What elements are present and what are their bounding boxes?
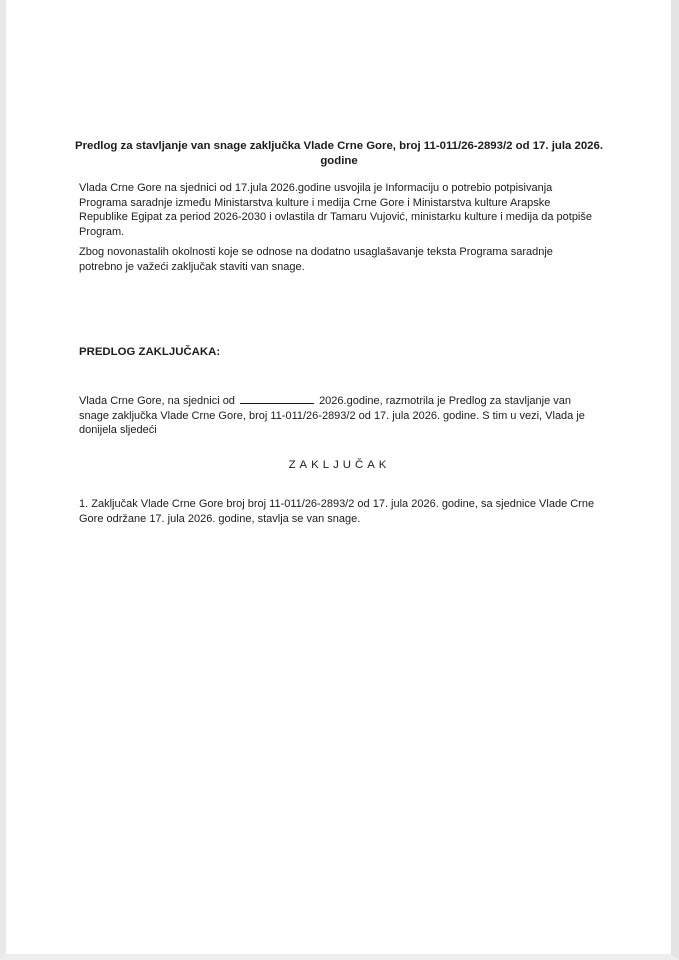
intro-paragraph-1: Vlada Crne Gore na sjednici od 17.jula 2026.godine usvojila je Informaciju o potrebio potpisivanja Programa saradnje između Ministarstva kulture i medija Crne Gore i Ministarstva kulture Arapske Republike Egipat za period 2026-2030 i ovlastila dr Tamaru Vujović, ministarku kulture i medija da potpiše Program. <box>79 182 592 238</box>
proposal-text-after-blank: 2026.godine, razmotrila je Predlog za stavljanje van snage zaključka Vlade Crne Gore, broj 11-011/26-2893/2 od 17. jula 2026. godine. S tim u vezi, Vlada je donijela sljedeći <box>79 395 585 436</box>
intro-paragraph-2: Zbog novonastalih okolnosti koje se odnose na dodatno usaglašavanje teksta Programa saradnje potrebno je važeći zaključak staviti van snage. <box>79 246 553 273</box>
proposal-heading: PREDLOG ZAKLJUČAKA: <box>79 346 221 358</box>
proposal-text-before-blank: Vlada Crne Gore, na sjednici od <box>79 395 235 407</box>
document-title: Predlog za stavljanje van snage zaključka Vlade Crne Gore, broj 11-011/26-2893/2 od 17. jula 2026. godine <box>74 140 604 167</box>
proposal-paragraph <box>79 393 599 438</box>
date-blank-line <box>240 393 314 404</box>
conclusion-heading: ZAKLJUČAK <box>288 459 391 471</box>
conclusion-item-1: 1. Zaključak Vlade Crne Gore broj broj 11-011/26-2893/2 od 17. jula 2026. godine, sa sjednice Vlade Crne Gore održane 17. jula 2026. godine, stavlja se van snage. <box>79 498 595 525</box>
